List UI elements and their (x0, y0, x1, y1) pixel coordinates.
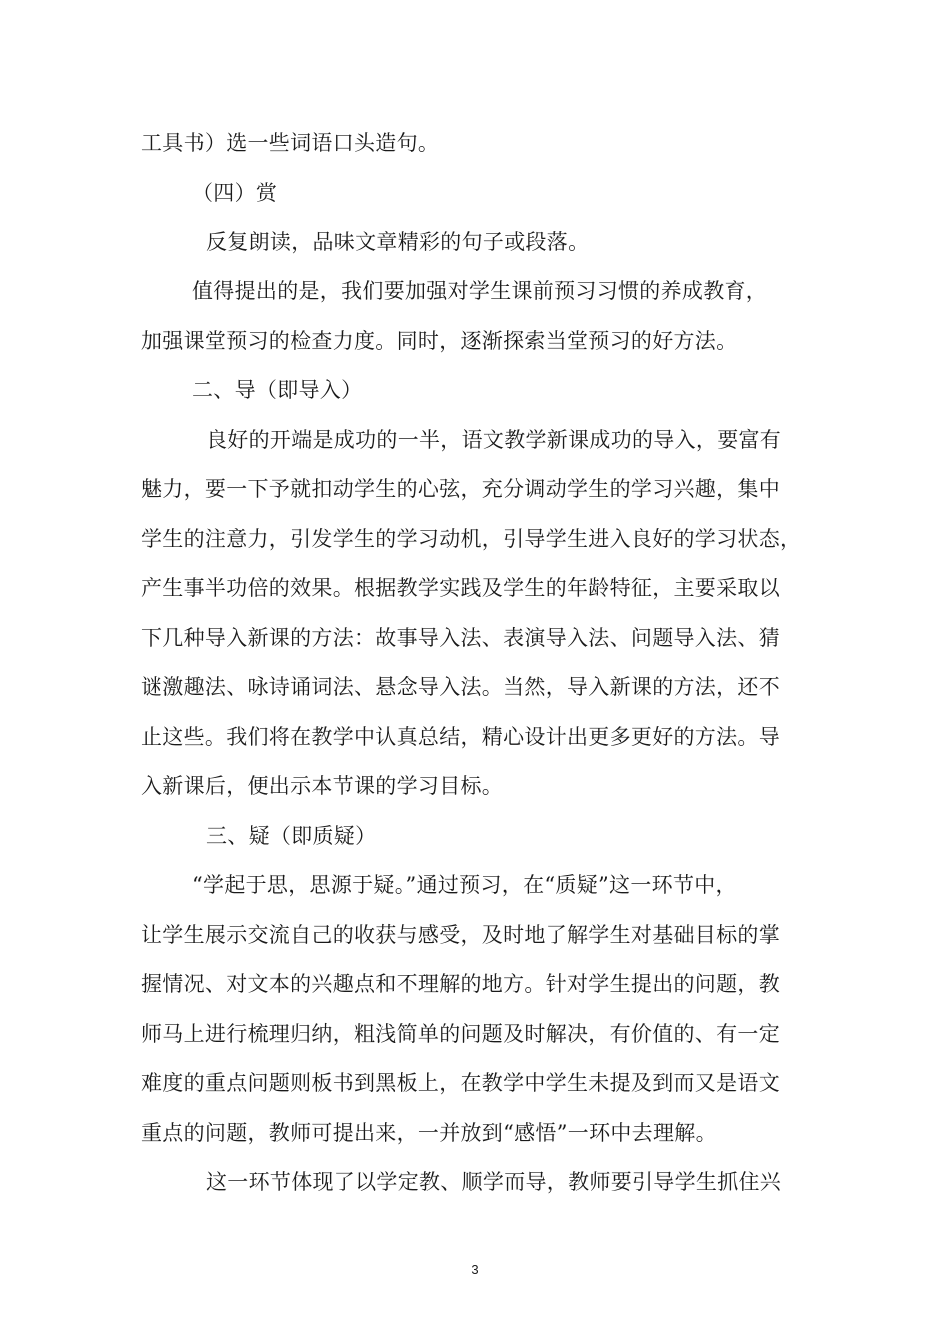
page-number: 3 (471, 1262, 479, 1277)
section-heading: 二、导（即导入） (192, 378, 363, 402)
text-line: 下几种导入新课的方法：故事导入法、表演导入法、问题导入法、猜 (141, 626, 780, 650)
text-line: 产生事半功倍的效果。根据教学实践及学生的年龄特征，主要采取以 (141, 576, 780, 600)
text-line: 学生的注意力，引发学生的学习动机，引导学生进入良好的学习状态， (141, 527, 802, 551)
text-line: 加强课堂预习的检查力度。同时，逐渐探索当堂预习的好方法。 (141, 329, 738, 353)
text-line: 重点的问题，教师可提出来，一并放到“感悟”一环中去理解。 (141, 1121, 717, 1145)
text-line: 良好的开端是成功的一半，语文教学新课成功的导入，要富有 (206, 428, 782, 452)
text-line: 握情况、对文本的兴趣点和不理解的地方。针对学生提出的问题，教 (141, 972, 780, 996)
text-line: 师马上进行梳理归纳，粗浅简单的问题及时解决，有价值的、有一定 (141, 1022, 780, 1046)
text-line: 值得提出的是，我们要加强对学生课前预习习惯的养成教育， (192, 279, 768, 303)
text-line: 工具书）选一些词语口头造句。 (141, 131, 440, 155)
section-heading: （四）赏 (192, 181, 278, 205)
text-line: 难度的重点问题则板书到黑板上，在教学中学生未提及到而又是语文 (141, 1071, 780, 1095)
text-line: 谜激趣法、咏诗诵词法、悬念导入法。当然，导入新课的方法，还不 (141, 675, 780, 699)
text-line: “学起于思，思源于疑。”通过预习，在“质疑”这一环节中， (192, 873, 737, 897)
text-line: 反复朗读，品味文章精彩的句子或段落。 (206, 230, 590, 254)
text-line: 止这些。我们将在教学中认真总结，精心设计出更多更好的方法。导 (141, 725, 780, 749)
section-heading: 三、疑（即质疑） (206, 824, 377, 848)
text-line: 这一环节体现了以学定教、顺学而导，教师要引导学生抓住兴 (206, 1170, 782, 1194)
text-line: 让学生展示交流自己的收获与感受，及时地了解学生对基础目标的掌 (141, 923, 780, 947)
text-line: 魅力，要一下予就扣动学生的心弦，充分调动学生的学习兴趣，集中 (141, 477, 780, 501)
text-line: 入新课后，便出示本节课的学习目标。 (141, 774, 504, 798)
